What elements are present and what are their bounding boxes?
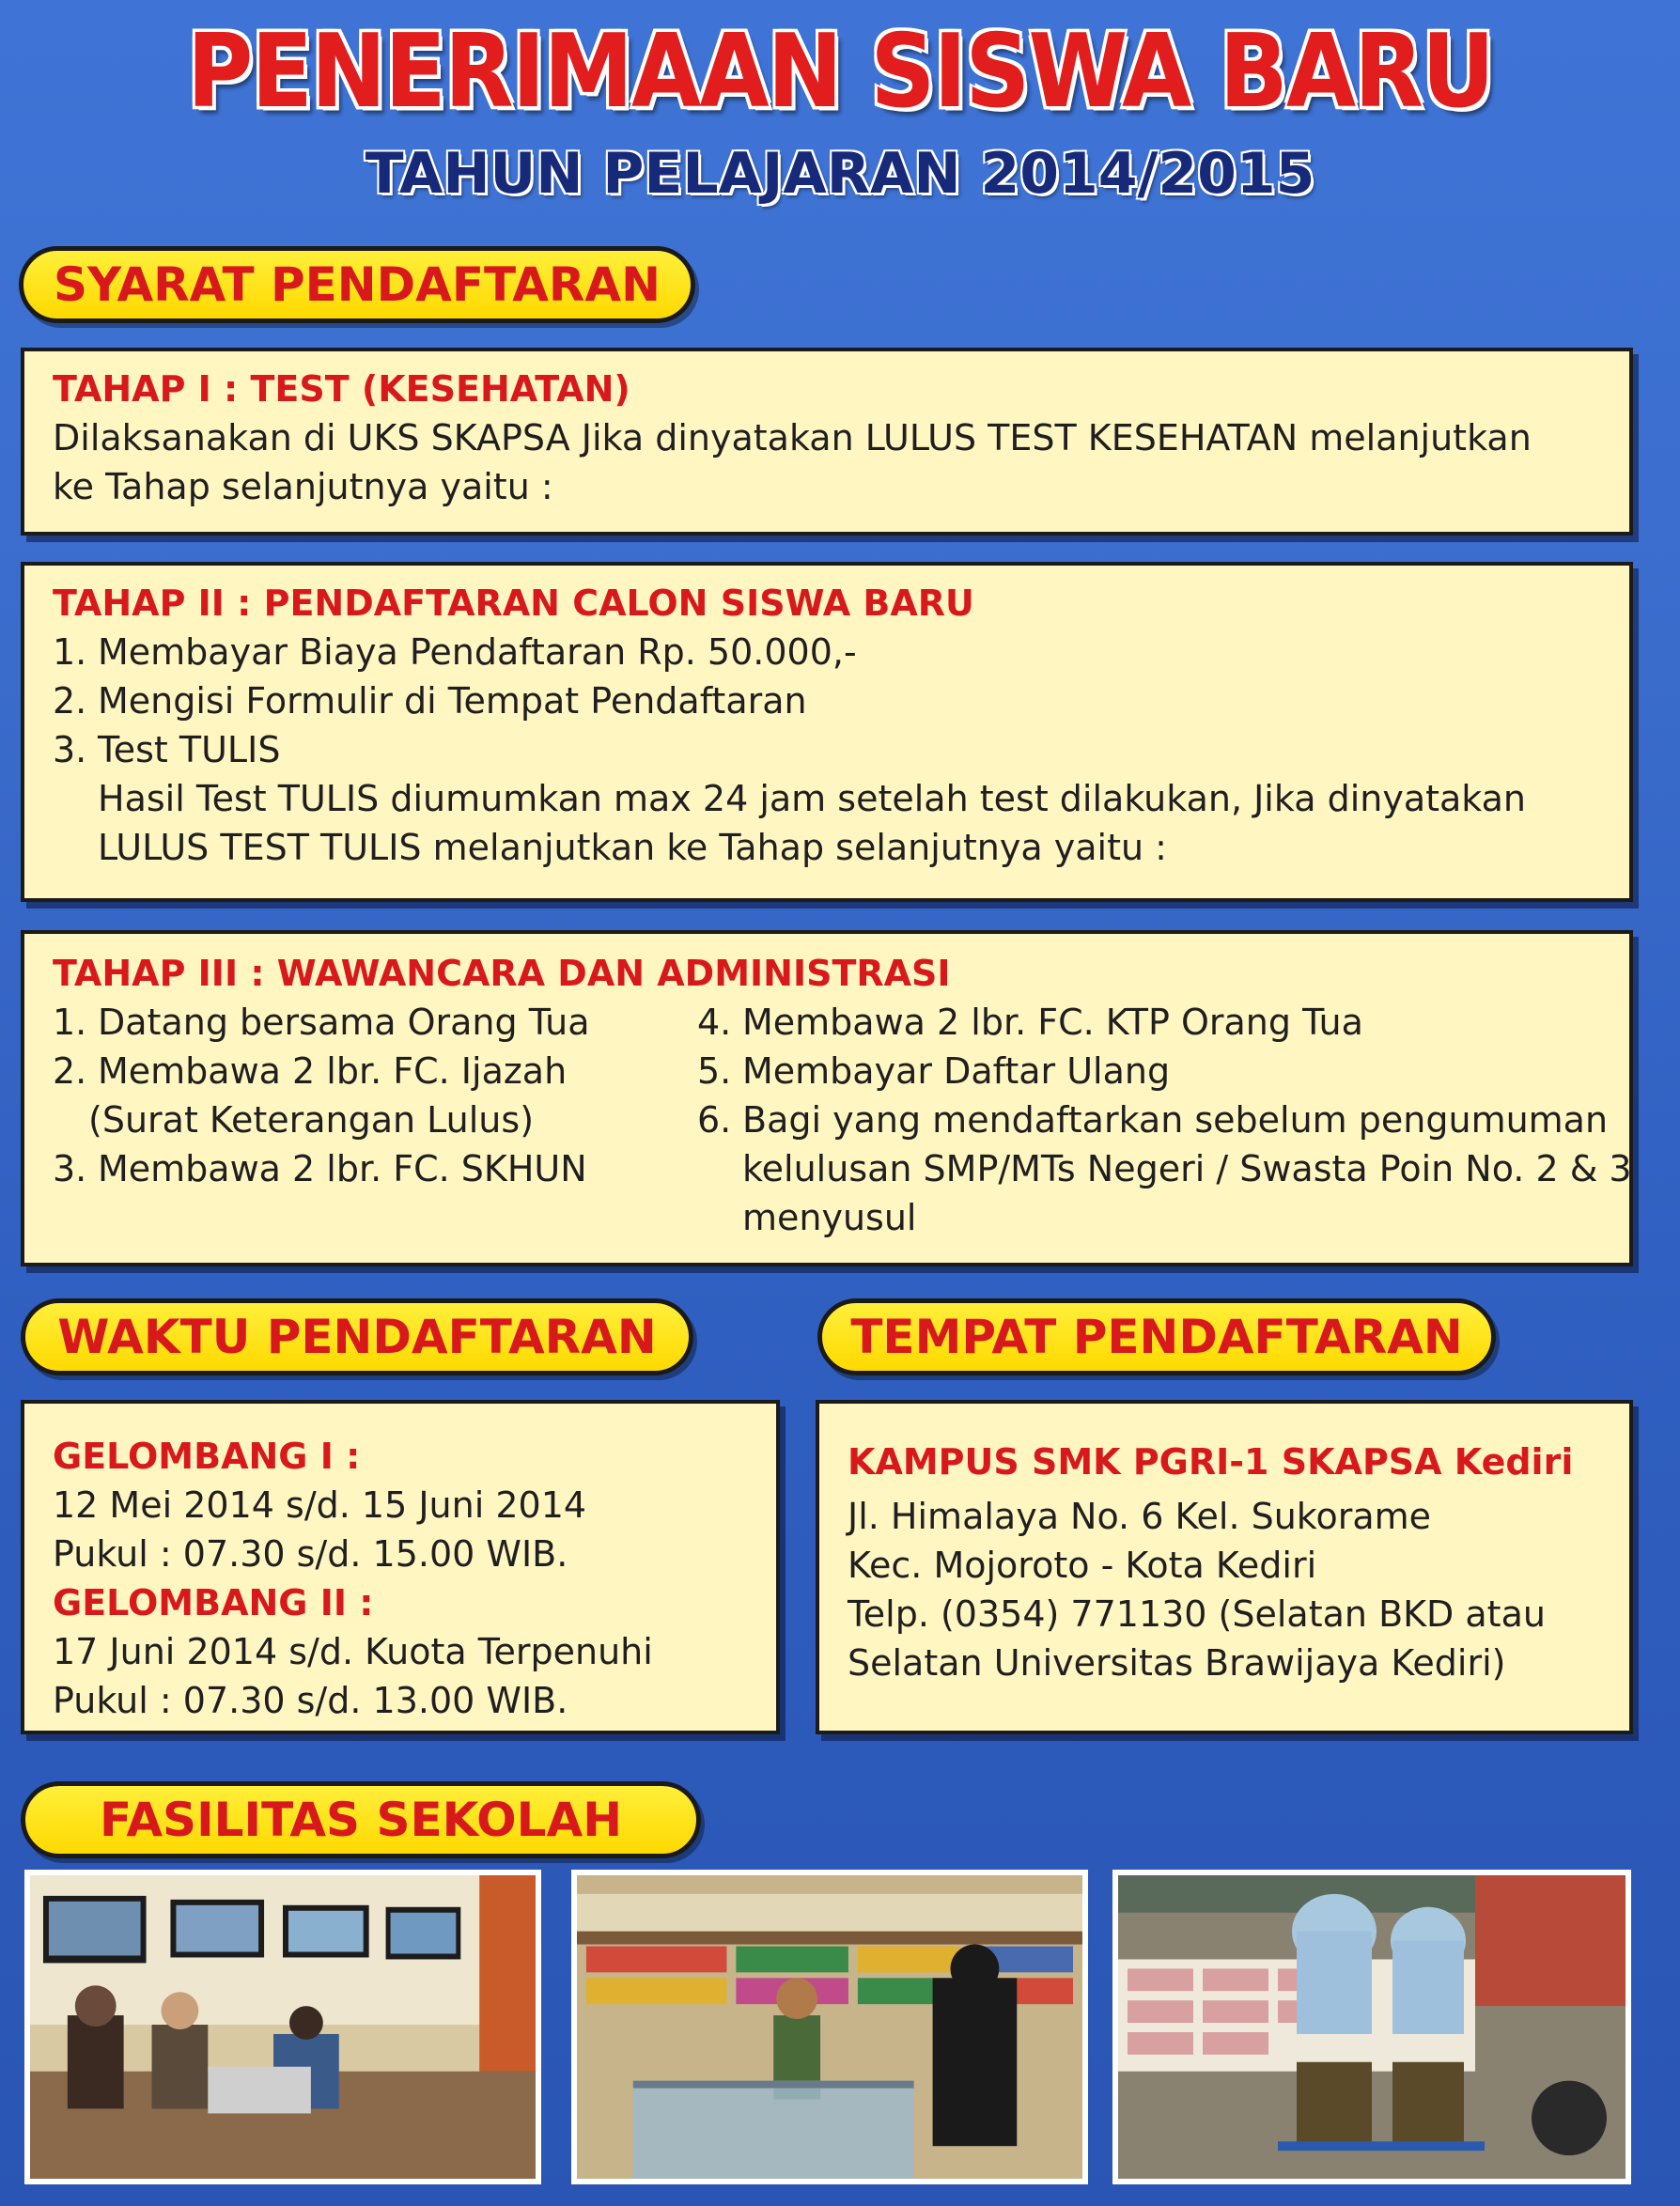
list-item: [697, 1193, 1632, 1242]
list-item: [53, 998, 590, 1047]
tahap1-box: [21, 348, 1633, 536]
tahap3-box: [21, 930, 1633, 1266]
tahap2-heading: TAHAP II : PENDAFTARAN CALON SISWA BARU: [53, 583, 974, 624]
tempat-pendaftaran-label: TEMPAT PENDAFTARAN: [817, 1298, 1496, 1375]
list-number: [53, 1095, 88, 1144]
list-text: menyusul: [742, 1197, 917, 1238]
school-store-photo: [571, 1870, 1088, 2184]
list-number: 2.: [53, 1050, 87, 1092]
gelombang1-heading: GELOMBANG I :: [53, 1436, 361, 1477]
list-text: Membawa 2 lbr. FC. KTP Orang Tua: [742, 1002, 1363, 1043]
list-text: Membawa 2 lbr. FC. SKHUN: [98, 1148, 587, 1189]
list-text: Bagi yang mendaftarkan sebelum pengumuman: [742, 1099, 1609, 1141]
computer-lab-photo: [24, 1870, 541, 2184]
page-subtitle: TAHUN PELAJARAN 2014/2015: [365, 141, 1315, 207]
list-number: 2.: [53, 680, 87, 722]
list-item: [697, 998, 1632, 1047]
list-item: [697, 1047, 1632, 1095]
tahap3-heading: TAHAP III : WAWANCARA DAN ADMINISTRASI: [53, 953, 951, 994]
tahap2-box: [21, 562, 1633, 902]
list-item: [53, 1144, 590, 1193]
gelombang1-time: Pukul : 07.30 s/d. 15.00 WIB.: [53, 1533, 568, 1575]
gelombang2-date: 17 Juni 2014 s/d. Kuota Terpenuhi: [53, 1631, 653, 1672]
waktu-box: [21, 1400, 780, 1734]
list-number: 5.: [697, 1050, 732, 1092]
list-number: 1.: [53, 631, 87, 673]
list-text: Test TULIS: [98, 729, 281, 770]
list-text: Datang bersama Orang Tua: [98, 1002, 590, 1043]
syarat-pendaftaran-label: SYARAT PENDAFTARAN: [19, 246, 695, 323]
page-title: PENERIMAAN SISWA BARU: [186, 12, 1494, 131]
tahap1-line: ke Tahap selanjutnya yaitu :: [53, 466, 553, 507]
address-line: Kec. Mojoroto - Kota Kediri: [848, 1545, 1317, 1586]
list-text: Membayar Biaya Pendaftaran Rp. 50.000,-: [98, 631, 857, 673]
tahap3-right-list: [697, 998, 1632, 1242]
gelombang2-heading: GELOMBANG II :: [53, 1582, 374, 1623]
computer-lab-illustration: [30, 1875, 536, 2179]
list-number: [697, 1144, 742, 1193]
list-number: 4.: [697, 1002, 732, 1043]
list-number: 3.: [53, 1148, 87, 1189]
tahap3-columns: [53, 998, 1632, 1270]
list-text: Membayar Daftar Ulang: [742, 1050, 1171, 1092]
list-number: [697, 1193, 742, 1242]
address-line: Jl. Himalaya No. 6 Kel. Sukorame: [848, 1496, 1432, 1537]
water-depot-photo: [1112, 1870, 1631, 2184]
list-number: 1.: [53, 1002, 87, 1043]
list-text: kelulusan SMP/MTs Negeri / Swasta Poin No. 2 & 3: [742, 1148, 1632, 1189]
list-text: (Surat Keterangan Lulus): [88, 1099, 535, 1141]
list-item: [53, 725, 1629, 774]
kampus-heading: KAMPUS SMK PGRI-1 SKAPSA Kediri: [848, 1441, 1574, 1483]
water-depot-illustration: [1118, 1875, 1626, 2179]
address-line: Telp. (0354) 771130 (Selatan BKD atau: [848, 1593, 1546, 1635]
waktu-pendaftaran-label: WAKTU PENDAFTARAN: [21, 1298, 693, 1375]
list-item: [697, 1095, 1632, 1144]
gelombang2-time: Pukul : 07.30 s/d. 13.00 WIB.: [53, 1680, 568, 1721]
address-line: Selatan Universitas Brawijaya Kediri): [848, 1642, 1506, 1684]
list-text: Mengisi Formulir di Tempat Pendaftaran: [98, 680, 807, 722]
tahap2-note: Hasil Test TULIS diumumkan max 24 jam setelah test dilakukan, Jika dinyatakan: [98, 778, 1526, 819]
tahap1-heading: TAHAP I : TEST (KESEHATAN): [53, 368, 630, 410]
gelombang1-date: 12 Mei 2014 s/d. 15 Juni 2014: [53, 1484, 587, 1526]
list-item: [53, 676, 1629, 725]
list-item: [53, 1095, 590, 1144]
list-item: [53, 1047, 590, 1095]
fasilitas-sekolah-label: FASILITAS SEKOLAH: [21, 1781, 701, 1858]
tempat-box: [816, 1400, 1633, 1734]
tahap2-note: LULUS TEST TULIS melanjutkan ke Tahap selanjutnya yaitu :: [98, 827, 1167, 868]
school-store-illustration: [577, 1875, 1082, 2179]
tahap1-line: Dilaksanakan di UKS SKAPSA Jika dinyatakan LULUS TEST KESEHATAN melanjutkan: [53, 417, 1532, 458]
list-number: 6.: [697, 1099, 732, 1141]
list-item: [697, 1144, 1632, 1193]
list-item: [53, 628, 1629, 676]
list-text: Membawa 2 lbr. FC. Ijazah: [98, 1050, 568, 1092]
tahap3-left-list: [53, 998, 590, 1193]
list-number: 3.: [53, 729, 87, 770]
